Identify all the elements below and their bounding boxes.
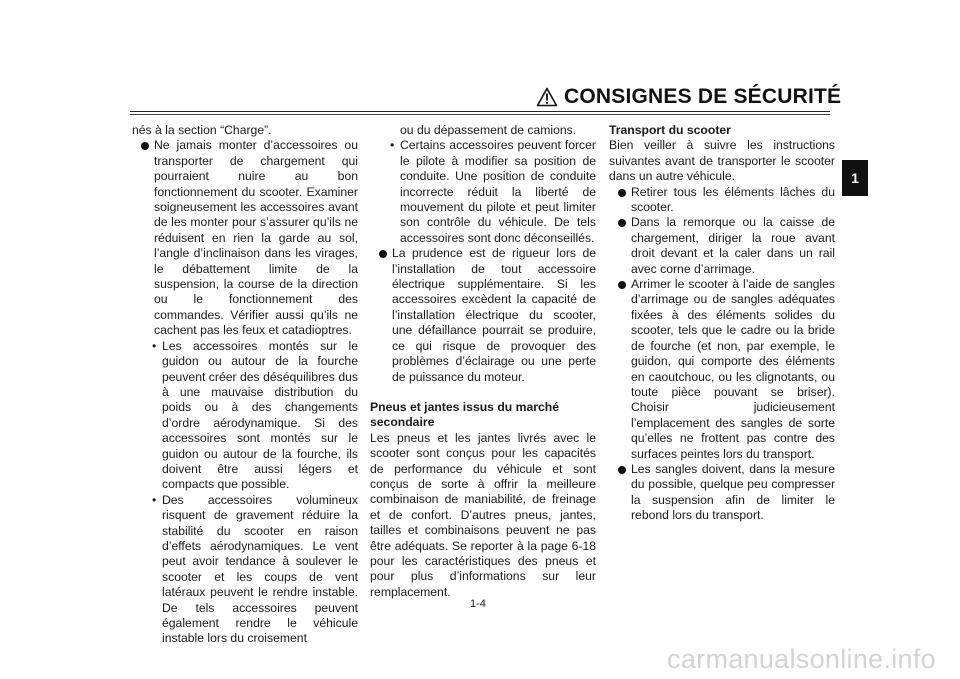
page-number: 1-4 bbox=[470, 598, 486, 610]
sub-bullet-icon: • bbox=[152, 492, 157, 507]
section-heading: Pneus et jantes issus du marché secondaire bbox=[370, 399, 559, 430]
column-2 bbox=[370, 123, 596, 600]
sub-bullet-icon: • bbox=[152, 338, 157, 353]
continuation-text: ou du dépassement de camions. bbox=[400, 123, 577, 137]
sub-bullet-item: • Certains accessoires peuvent forcer le pilote à modifier sa position de conduite. Une position de conduite incorrecte réduit la liberté de mouvement du pilote et peut limiter son contrôle du véhicule. De tels accessoires sont donc déconseillés. bbox=[390, 138, 596, 245]
continuation-text: nés à la section “Charge”. bbox=[132, 123, 272, 137]
sub-bullet-item: • Des accessoires volumineux risquent de gravement réduire la stabilité du scooter en raison d’effets aérodynamiques. Le vent peut avoir tendance à soulever le scooter et les coups de vent latéraux peuvent le rendre instable. De tels accessoires peuvent également rendre le véhicule instable lors du croisement bbox=[152, 492, 358, 646]
bullet-dot-icon bbox=[618, 219, 626, 227]
paragraph: Les pneus et les jantes livrés avec le scooter sont conçus pour les capacités de performance du véhicule et sont conçus de sorte à offrir la meilleure combinaison de maniabilité, de freinage et de confort. D’autres pneus, jantes, tailles et combinaisons peuvent ne pas être adéquats. Se reporter à la page 6-18 pour les caractéristiques des pneus et pour plus d’informations sur leur remplacement. bbox=[370, 430, 596, 599]
bullet-dot-icon bbox=[618, 189, 626, 197]
column-3 bbox=[609, 123, 835, 524]
bullet-item: Ne jamais monter d’accessoires ou transporter de chargement qui pourraient nuire au bon fonctionnement du scooter. Examiner soigneusement les accessoires avant de les monter pour s’assurer qu’ils ne réduisent en rien la garde au sol, l’angle d’inclinaison dans les virages, le débattement limite de la suspension, la course de la direction ou le fonctionnement des commandes. Vérifier aussi qu’ils ne cachent pas les feux et catadioptres. bbox=[132, 138, 358, 338]
column-1 bbox=[132, 123, 358, 647]
section-heading: Transport du scooter bbox=[609, 123, 731, 137]
bullet-dot-icon bbox=[379, 250, 387, 258]
bullet-dot-icon bbox=[618, 466, 626, 474]
paragraph: Bien veiller à suivre les instructions suivantes avant de transporter le scooter dans un autre véhicule. bbox=[609, 138, 835, 184]
header-rule-thin bbox=[130, 114, 830, 115]
page-title: CONSIGNES DE SÉCURITÉ bbox=[564, 85, 842, 108]
bullet-item: Retirer tous les éléments lâches du scooter. bbox=[609, 185, 835, 216]
bullet-dot-icon bbox=[618, 281, 626, 289]
bullet-item: La prudence est de rigueur lors de l’installation de tout accessoire électrique supplémentaire. Si les accessoires excèdent la capacité de l’installation électrique du scooter, une défaillance pourrait se produire, ce qui risque de provoquer des problèmes d’éclairage ou une perte de puissance du moteur. bbox=[370, 246, 596, 385]
bullet-item: Les sangles doivent, dans la mesure du possible, quelque peu compresser la suspension afin de limiter le rebond lors du transport. bbox=[609, 462, 835, 524]
bullet-item: Dans la remorque ou la caisse de chargement, diriger la roue avant droit devant et la caler dans un rail avec corne d’arrimage. bbox=[609, 215, 835, 277]
header-rule bbox=[130, 111, 830, 112]
chapter-tab: 1 bbox=[842, 160, 868, 196]
page-header bbox=[536, 84, 841, 110]
bullet-dot-icon bbox=[141, 142, 149, 150]
warning-triangle-icon bbox=[536, 87, 558, 107]
sub-bullet-icon: • bbox=[390, 138, 395, 153]
sub-bullet-item: • Les accessoires montés sur le guidon ou autour de la fourche peuvent créer des déséquilibres dus à une mauvaise distribution du poids ou à des changements d’ordre aérodynamique. Si des accessoires sont montés sur le guidon ou autour de la fourche, ils doivent être aussi légers et compacts que possible. bbox=[152, 338, 358, 492]
watermark-text: carmanualsonline.info bbox=[667, 644, 936, 674]
bullet-item: Arrimer le scooter à l’aide de sangles d’arrimage ou de sangles adéquates fixées à des éléments solides du scooter, tels que le cadre ou la bride de fourche (et non, par exemple, le guidon, qui comporte des éléments en caoutchouc, ou les clignotants, ou toute pièce pouvant se briser). Choisir judicieusement l’emplacement des sangles de sorte qu’elles ne frottent pas contre des surfaces peintes lors du transport. bbox=[609, 277, 835, 462]
